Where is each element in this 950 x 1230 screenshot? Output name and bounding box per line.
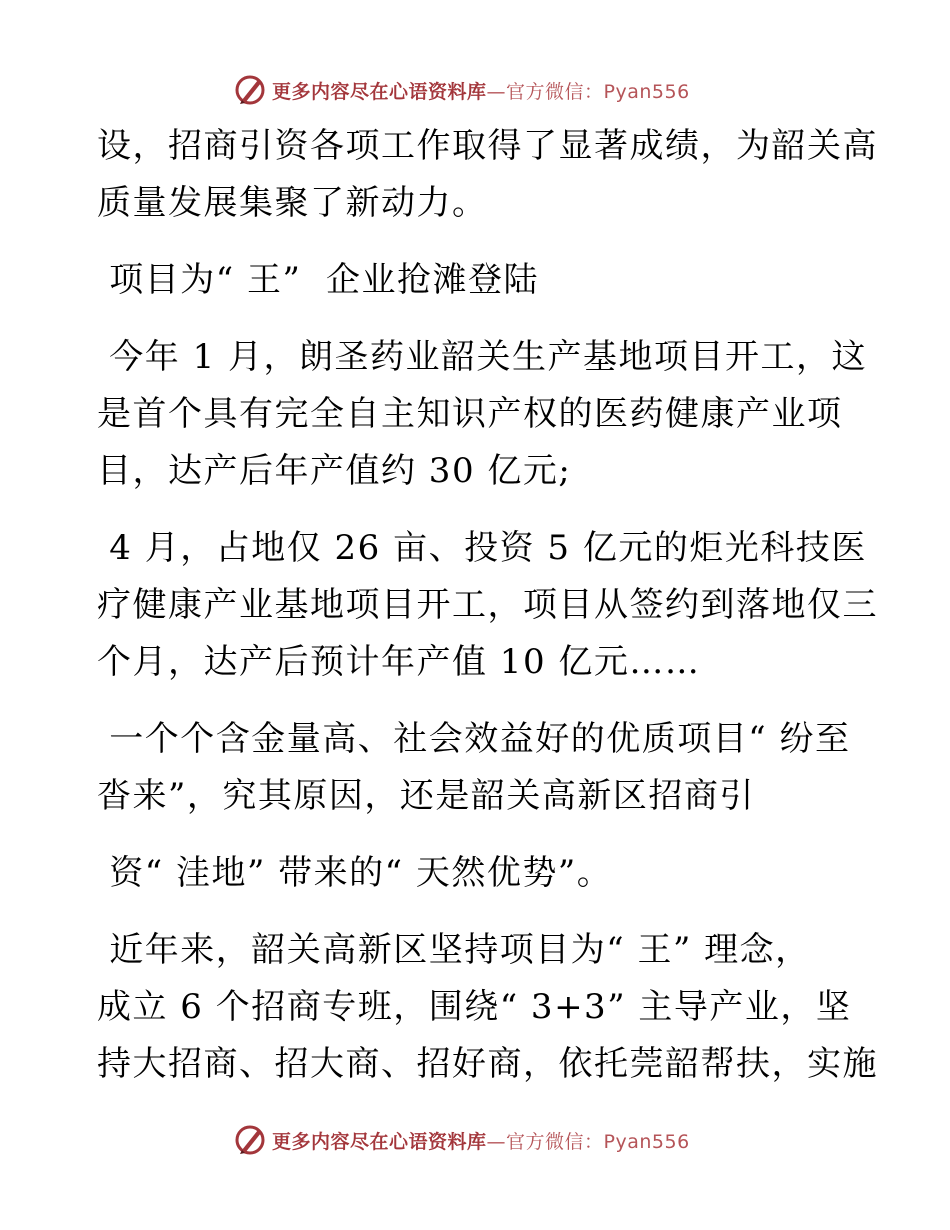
watermark-separator: — (486, 80, 507, 103)
watermark-id: Pyan556 (603, 1130, 690, 1153)
text-line: 个月，达产后预计年产值 10 亿元…… (97, 642, 701, 682)
watermark-title: 更多内容尽在心语资料库 (272, 80, 487, 103)
text-line: 持大招商、招大商、招好商，依托莞韶帮扶，实施 (97, 1044, 878, 1084)
text-line: 设，招商引资各项工作取得了显著成绩，为韶关高 (97, 126, 878, 166)
header-watermark (232, 70, 732, 110)
text-line: 疗健康产业基地项目开工，项目从签约到落地仅三 (97, 585, 878, 625)
watermark-separator: — (486, 1130, 507, 1153)
text-line: 是首个具有完全自主知识产权的医药健康产业项 (97, 394, 843, 434)
text-line: 4 月，占地仅 26 亩、投资 5 亿元的炬光科技医 (97, 528, 867, 568)
text-line: 一个个含金量高、社会效益好的优质项目“ 纷至 (97, 719, 851, 759)
footer-watermark (232, 1120, 732, 1160)
paragraph (97, 845, 857, 902)
watermark-text (272, 1127, 690, 1154)
pen-logo-icon (232, 72, 268, 108)
section-heading (97, 252, 857, 309)
watermark-contact: 官方微信： (506, 1130, 604, 1153)
watermark-id: Pyan556 (603, 80, 690, 103)
paragraph (97, 922, 878, 1093)
text-line: 目，达产后年产值约 30 亿元; (97, 451, 572, 491)
pen-logo-icon (232, 1122, 268, 1158)
text-line: 项目为“ 王” 企业抢滩登陆 (97, 260, 539, 300)
text-line: 成立 6 个招商专班，围绕“ 3+3” 主导产业，坚 (97, 987, 852, 1027)
text-line: 质量发展集聚了新动力。 (97, 183, 488, 223)
paragraph (97, 329, 868, 500)
text-line: 近年来，韶关高新区坚持项目为“ 王” 理念， (97, 930, 811, 970)
paragraph (97, 118, 878, 232)
watermark-contact: 官方微信： (506, 80, 604, 103)
text-line: 沓来”，究其原因，还是韶关高新区招商引 (97, 776, 755, 816)
watermark-text (272, 77, 690, 104)
document-body (97, 118, 878, 1113)
text-line: 资“ 洼地” 带来的“ 天然优势”。 (97, 853, 613, 893)
text-line: 今年 1 月，朗圣药业韶关生产基地项目开工，这 (97, 337, 868, 377)
paragraph (97, 711, 857, 825)
paragraph (97, 520, 878, 691)
watermark-title: 更多内容尽在心语资料库 (272, 1130, 487, 1153)
